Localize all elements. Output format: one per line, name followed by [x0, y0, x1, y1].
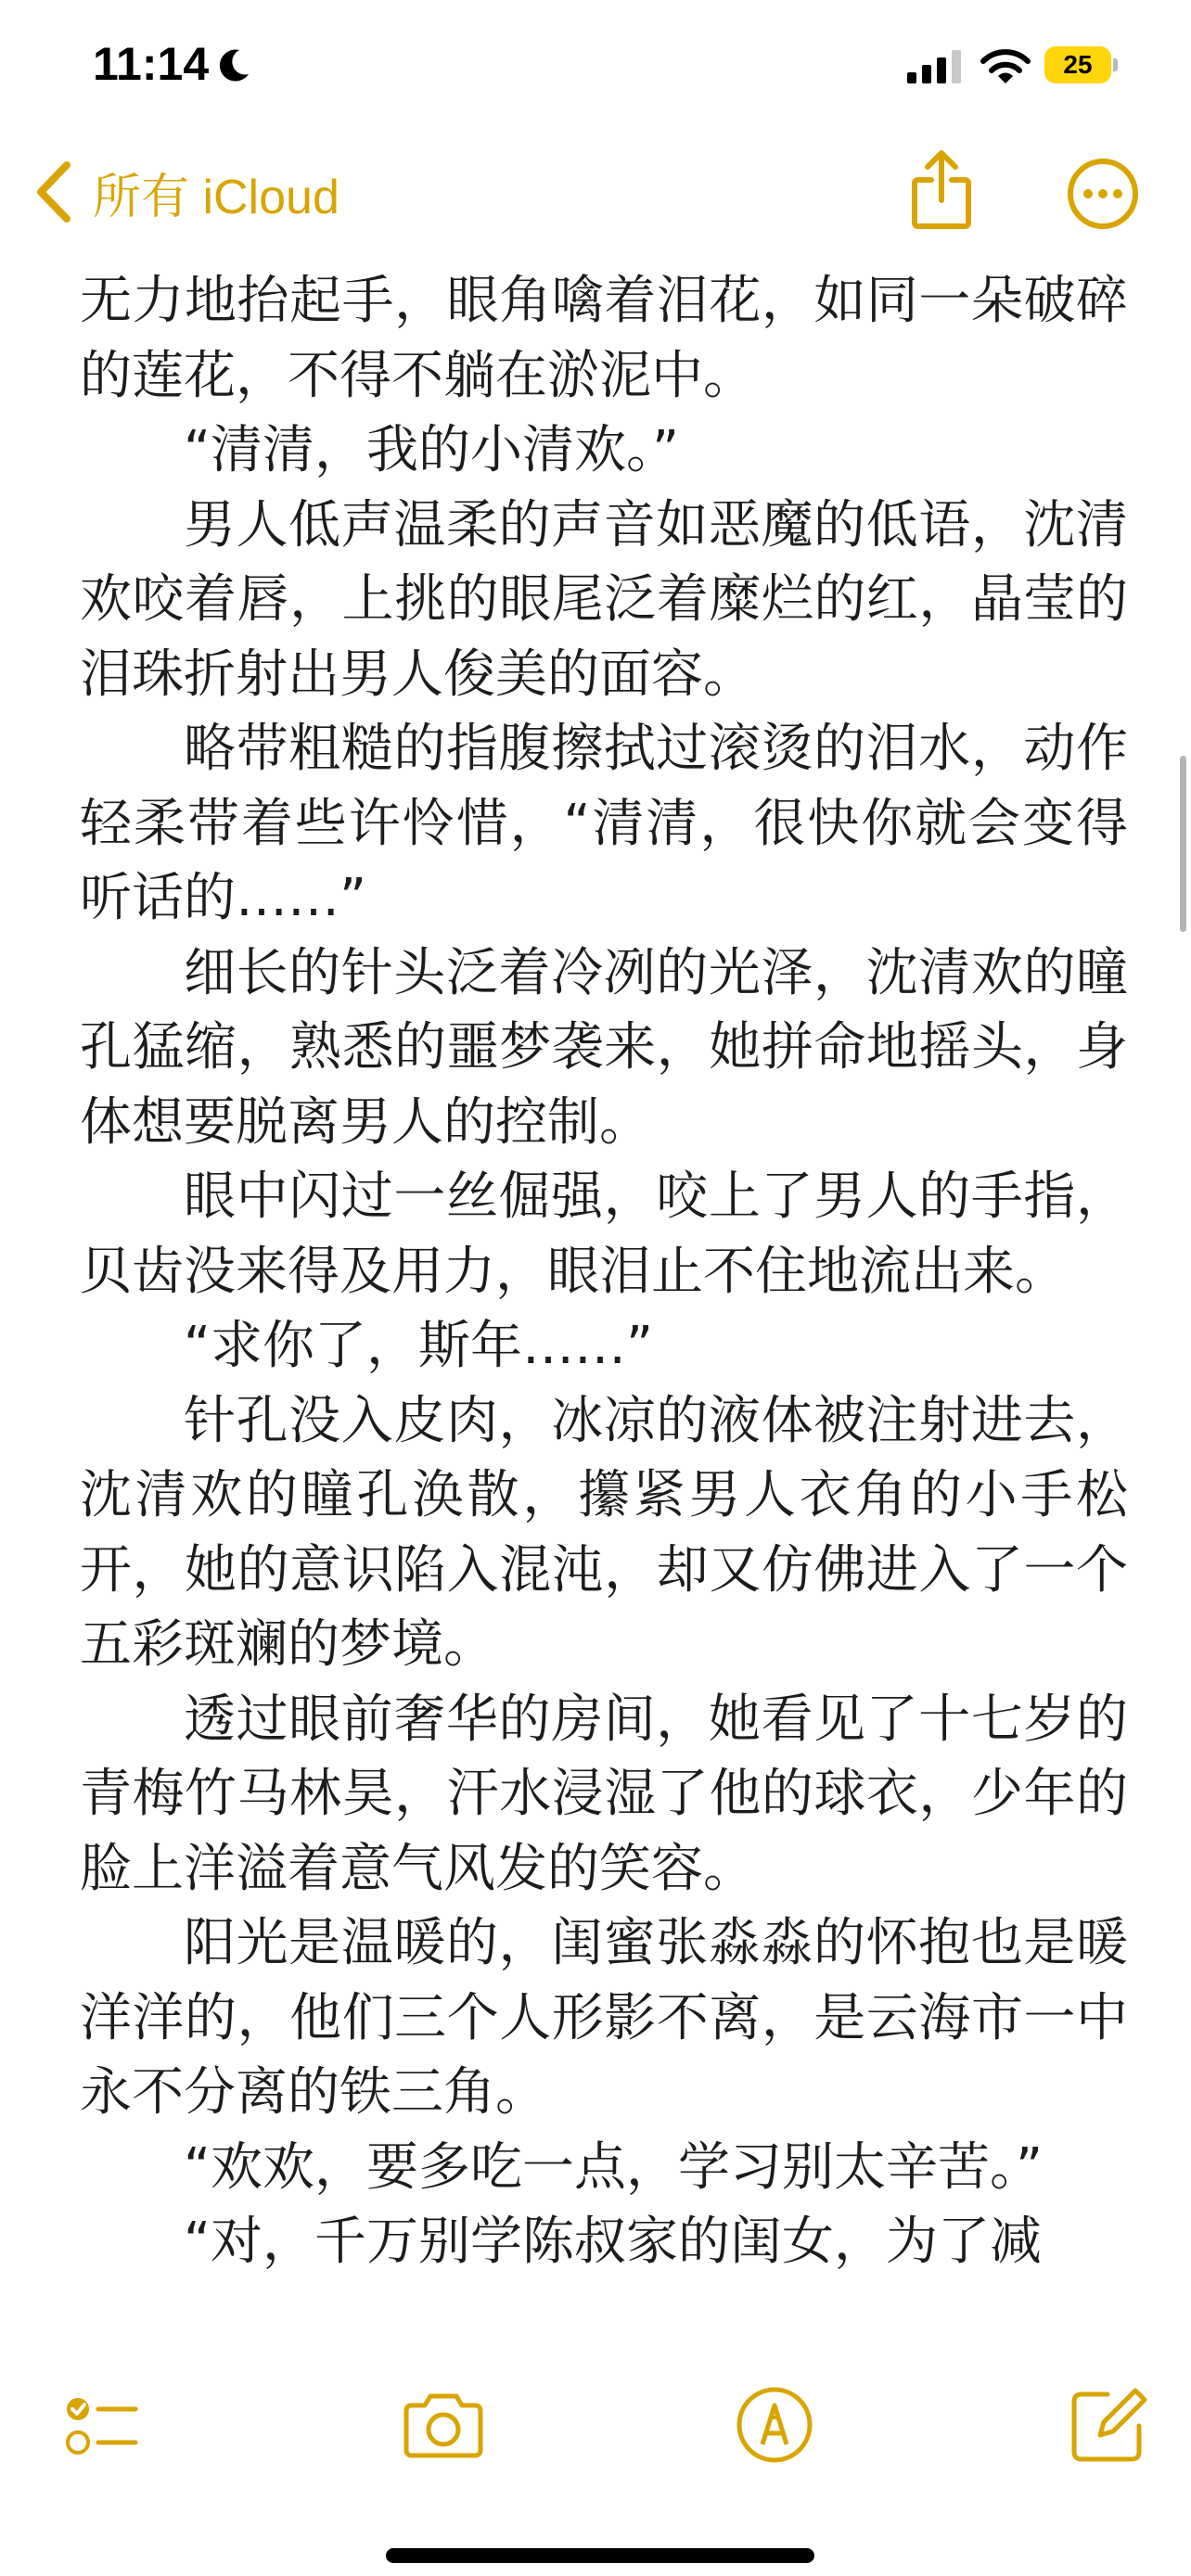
note-body[interactable]	[80, 264, 1128, 2280]
back-button[interactable]	[33, 150, 339, 234]
note-paragraph: 细长的针头泛着冷冽的光泽，沈清欢的瞳孔猛缩，熟悉的噩梦袭来，她拼命地摇头，身体想要脱离男人的控制。	[80, 942, 1128, 1153]
note-paragraph: 阳光是温暖的，闺蜜张淼淼的怀抱也是暖洋洋的，他们三个人形影不离，是云海市一中永不分离的铁三角。	[80, 1913, 1128, 2123]
battery-icon	[1044, 46, 1119, 83]
note-paragraph: “欢欢，要多吃一点，学习别太辛苦。”	[184, 2136, 1044, 2198]
chevron-left-icon	[33, 159, 74, 224]
note-paragraph: 略带粗糙的指腹擦拭过滚烫的泪水，动作轻柔带着些许怜惜，“清清，很快你就会变得听话的……”	[80, 719, 1128, 928]
note-paragraph: 无力地抬起手，眼角噙着泪花，如同一朵破碎的莲花，不得不躺在淤泥中。	[80, 271, 1128, 406]
share-icon[interactable]	[909, 148, 974, 232]
home-indicator[interactable]	[386, 2548, 814, 2563]
moon-icon	[215, 46, 252, 83]
markup-icon[interactable]	[733, 2383, 816, 2467]
note-paragraph: “清清，我的小清欢。”	[184, 420, 680, 480]
back-label: 所有 iCloud	[93, 170, 339, 224]
note-paragraph: “求你了，斯年……”	[184, 1316, 654, 1376]
compose-icon[interactable]	[1067, 2383, 1150, 2467]
scroll-indicator[interactable]	[1180, 756, 1186, 932]
wifi-icon	[980, 46, 1031, 85]
more-icon[interactable]	[1067, 158, 1139, 230]
cellular-signal-icon	[907, 50, 961, 83]
battery-cap	[1113, 58, 1118, 71]
battery-level: 25	[1044, 46, 1111, 83]
checklist-icon[interactable]	[58, 2383, 141, 2467]
note-paragraph: “对，千万别学陈叔家的闺女，为了减	[184, 2212, 1043, 2272]
status-bar	[0, 0, 1191, 130]
bottom-toolbar	[0, 2374, 1191, 2494]
note-paragraph: 眼中闪过一丝倔强，咬上了男人的手指，贝齿没来得及用力，眼泪止不住地流出来。	[80, 1167, 1128, 1302]
note-paragraph: 男人低声温柔的声音如恶魔的低语，沈清欢咬着唇，上挑的眼尾泛着糜烂的红，晶莹的泪珠折射出男人俊美的面容。	[80, 494, 1128, 705]
nav-bar	[0, 130, 1191, 250]
camera-icon[interactable]	[399, 2383, 488, 2467]
note-paragraph: 针孔没入皮肉，冰凉的液体被注射进去，沈清欢的瞳孔涣散，攥紧男人衣角的小手松开，她的意识陷入混沌，却又仿佛进入了一个五彩斑斓的梦境。	[80, 1390, 1128, 1675]
note-paragraph: 透过眼前奢华的房间，她看见了十七岁的青梅竹马林昊，汗水浸湿了他的球衣，少年的脸上洋溢着意气风发的笑容。	[80, 1689, 1128, 1899]
status-time: 11:14	[93, 38, 210, 90]
